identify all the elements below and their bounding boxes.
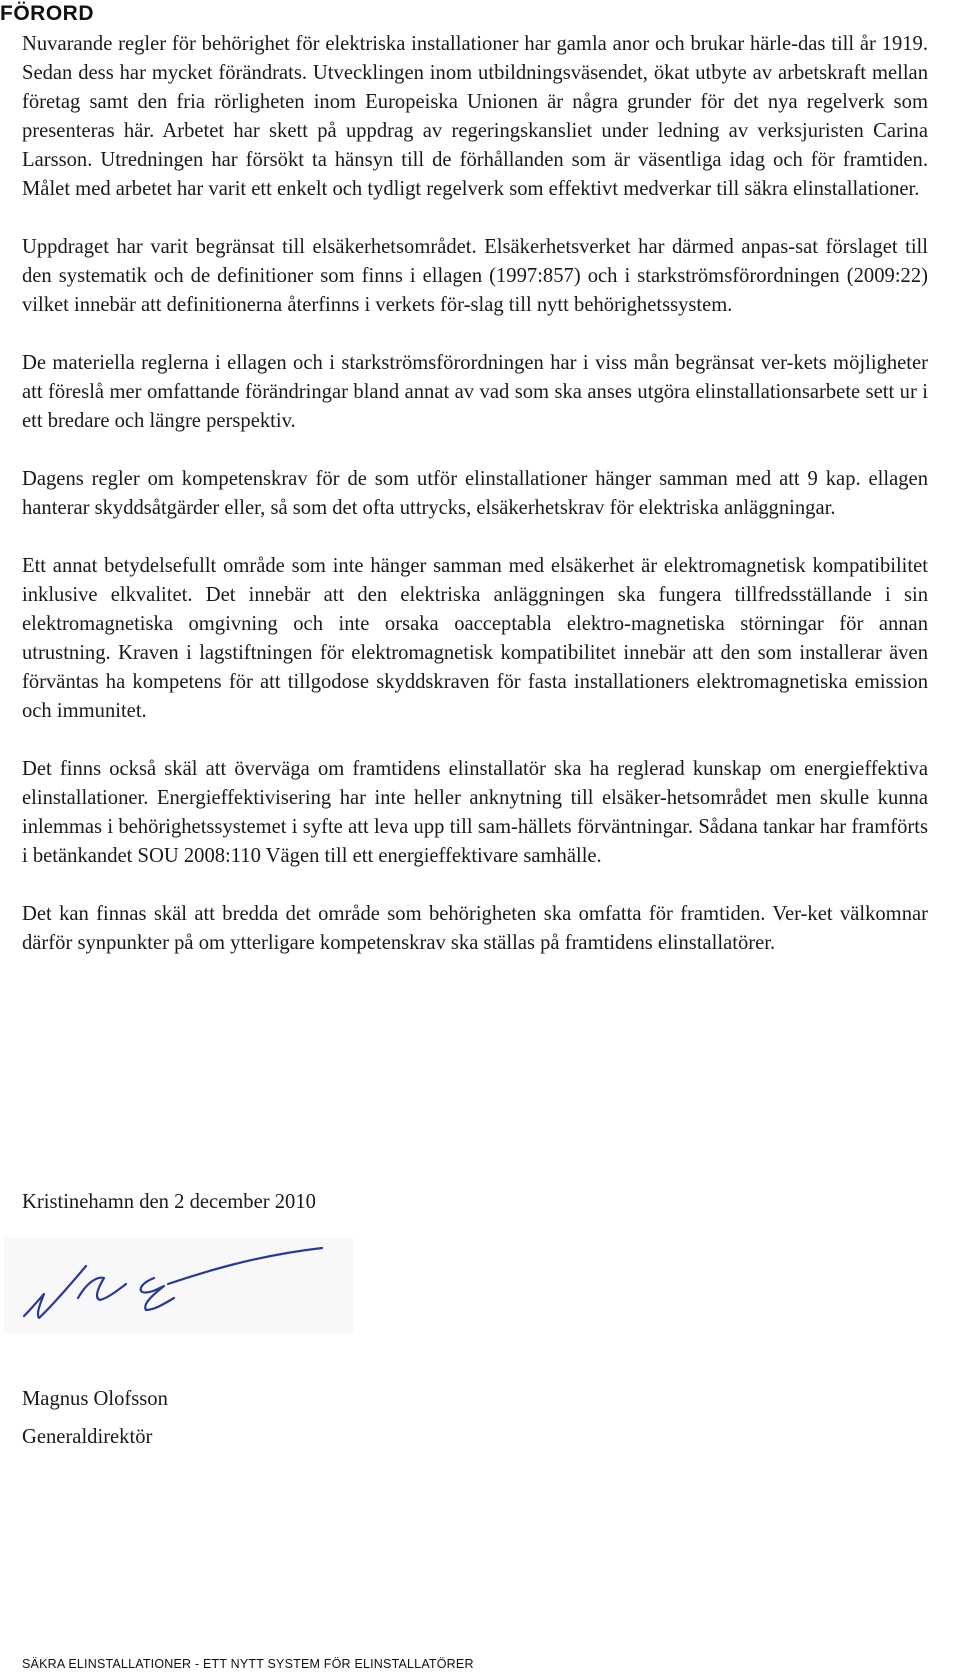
signature-stroke-4 (168, 1248, 322, 1284)
paragraph-5: Ett annat betydelsefullt område som inte hänger samman med elsäkerhet är elektromagnetisk kompatibilitet inklusive elkvalitet. Det innebär att den elektriska anläggningen ska fungera tillfredsställande i sin elektromagnetiska omgivning och inte orsaka oacceptabla elektro-magnetiska störningar för annan utrustning. Kraven i lagstiftningen för elektromagnetisk kompatibilitet innebär att den som installerar även förväntas ha kompetens för att tillgodose skyddskraven för fasta installationers elektromagnetiska emission och immunitet. (22, 555, 928, 722)
signature-stroke-2 (78, 1278, 126, 1300)
page-footer: SÄKRA ELINSTALLATIONER - ETT NYTT SYSTEM FÖR ELINSTALLATÖRER (22, 1657, 474, 1671)
paragraph-3: De materiella reglerna i ellagen och i starkströmsförordningen har i viss mån begränsat ver-kets möjligheter att föreslå mer omfattande förändringar bland annat av vad som ska anses utgöra elinstallationsarbete sett ur i ett bredare och längre perspektiv. (22, 352, 928, 432)
signature-drawing (4, 1238, 354, 1333)
paragraph-2: Uppdraget har varit begränsat till elsäkerhetsområdet. Elsäkerhetsverket har därmed anpas-sat förslaget till den systematik och de definitioner som finns i ellagen (1997:857) och i starkströmsförordningen (2009:22) vilket innebär att definitionerna återfinns i verkets för-slag till nytt behörighetssystem. (22, 236, 928, 316)
signer-title: Generaldirektör (22, 1426, 153, 1448)
signer-name: Magnus Olofsson (22, 1388, 168, 1410)
body-text (22, 30, 928, 987)
handwritten-signature (4, 1238, 354, 1333)
paragraph-6: Det finns också skäl att överväga om framtidens elinstallatör ska ha reglerad kunskap om energieffektiva elinstallationer. Energieffektivisering har inte heller anknytning till elsäker-hetsområdet men skulle kunna inlemmas i behörighetssystemet i syfte att leva upp till sam-hällets förväntningar. Sådana tankar har framförts i betänkandet SOU 2008:110 Vägen till ett energieffektivare samhälle. (22, 758, 928, 867)
paragraph-4: Dagens regler om kompetenskrav för de som utför elinstallationer hänger samman med att 9 kap. ellagen hanterar skyddsåtgärder eller, så som det ofta uttrycks, elsäkerhetskrav för elektriska anläggningar. (22, 468, 928, 519)
paragraph-1: Nuvarande regler för behörighet för elektriska installationer har gamla anor och brukar härle-das till år 1919. Sedan dess har mycket förändrats. Utvecklingen inom utbildningsväsendet, ökat utbyte av arbetskraft mellan företag samt den fria rörligheten inom Europeiska Unionen är några grunder för det nya regelverk som presenteras här. Arbetet har skett på uppdrag av regeringskansliet under ledning av verksjuristen Carina Larsson. Utredningen har försökt ta hänsyn till de förhållanden som är väsentliga idag och för framtiden. Målet med arbetet har varit ett enkelt och tydligt regelverk som effektivt medverkar till säkra elinstallationer. (22, 33, 928, 200)
place-date: Kristinehamn den 2 december 2010 (22, 1191, 316, 1213)
page-heading: FÖRORD (0, 2, 94, 25)
signature-stroke-1 (24, 1266, 86, 1318)
paragraph-7: Det kan finnas skäl att bredda det område som behörigheten ska omfatta för framtiden. Ver-ket välkomnar därför synpunkter på om ytterligare kompetenskrav ska ställas på framtidens elinstallatörer. (22, 903, 928, 954)
